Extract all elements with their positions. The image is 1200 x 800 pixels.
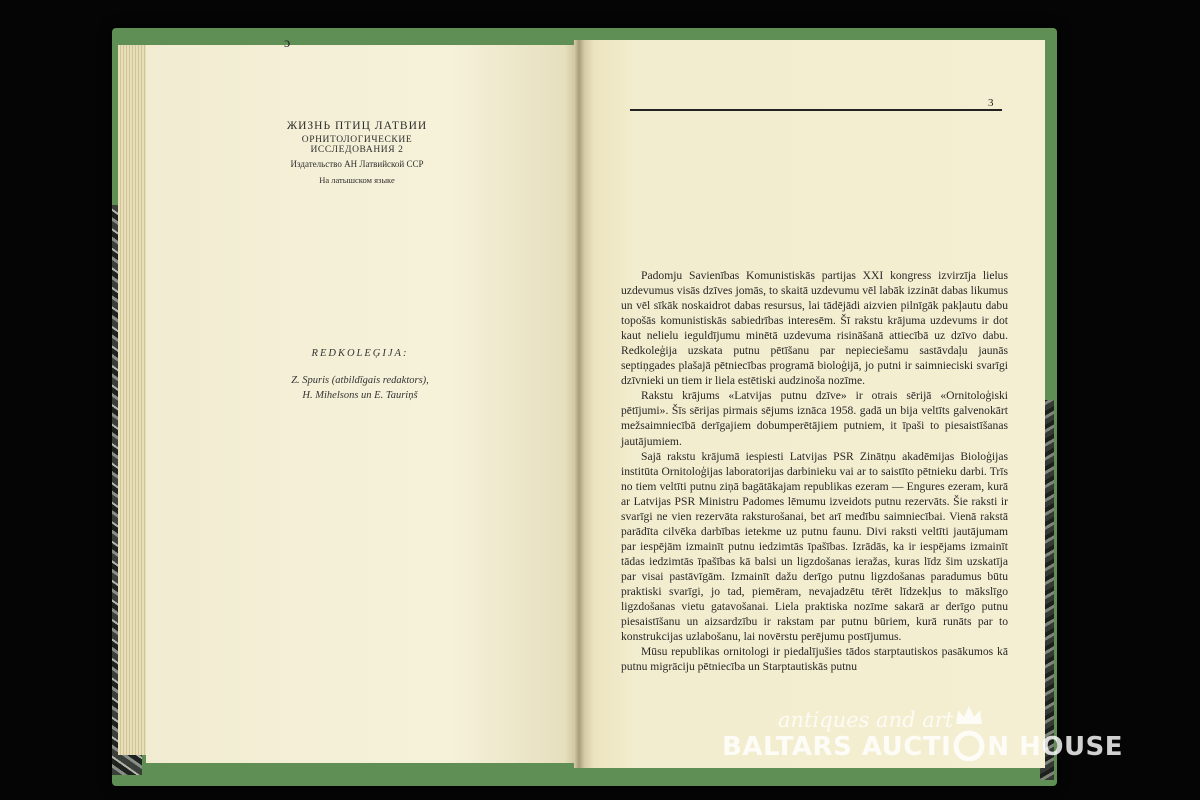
header-rule: [630, 109, 1002, 111]
watermark-brand-part-1: BALTARS AUCTI: [722, 732, 952, 762]
paragraph: Padomju Savienības Komunistiskās partijas XXI kongress izvirzīja lielus uzdevumus visās dzīves jomās, to skaitā uzdevumu vēl labāk izzināt dabas likumus un vēl sīkāk noskaidrot dabas resursus, lai tādējādi aizvien pilnīgāk pakļautu dabu topošās komunistiskās sabiedrības interesēm. Šī rakstu krājuma uzdevums ir dot kaut nelielu ieguldījumu minētā uzdevuma risināšanā attiecībā uz dzīvo dabu. Redkoleģija uzskata putnu pētīšanu par nepieciešamu sastāvdaļu jaunās septiņgades plašajā pētniecības programā bioloģijā, jo putni ir saimnieciski svarīgi dzīvnieki un tiem ir liela estētiski audzinoša nozīme.: [621, 269, 1008, 388]
editorial-board-title: REDKOLEĢIJA:: [311, 348, 409, 359]
watermark-brand-part-2: N HOUSE: [987, 732, 1124, 762]
paragraph: Mūsu republikas ornitologi ir piedalījušies tādos starptautiskos pasākumos kā putnu migrāciju pētniecība un Starptautiskās putnu: [621, 645, 1008, 674]
imprint-language-note: На латышском языке: [319, 175, 395, 185]
book-gutter: [574, 40, 584, 768]
imprint-publisher: Издательство АН Латвийской ССР: [290, 159, 424, 169]
imprint-title: ЖИЗНЬ ПТИЦ ЛАТВИИ: [286, 120, 428, 132]
corner-mark: ɔ: [284, 36, 291, 51]
paragraph: Sajā rakstu krājumā iespiesti Latvijas PSR Zinātņu akadēmijas Bioloģijas institūta Ornitoloģijas laboratorijas darbinieku vai ar to saistīto pētnieku darbi. Trīs no tiem veltīti putnu ziņā bagātākajam republikas ezeram — Engures ezeram, kurā ar Latvijas PSR Ministru Padomes lēmumu izveidots putnu rezervāts. Šie raksti ir svarīgi ne vien rezervāta raksturošanai, bet arī medību saimniecībai. Vienā rakstā parādīta cilvēka darbības ietekme uz putnu faunu. Divi raksti veltīti jautājumam par iespējām izmainīt putnu iedzimtās īpašības. Izrādās, ka ir iespējams izmainīt tādas iedzimtās īpašības kā balsi un ligzdošanas ieražas, kuras līdz šim uzskatīja par visai pastāvīgām. Izmainīt dažu derīgo putnu ligzdošanas paradumus būtu praktiski svarīgi, jo tad, piemēram, nevajadzētu tērēt līdzekļus to mākslīgo ligzdošanas vietu gatavošanai. Liela praktiska nozīme sakarā ar derīgo putnu piesaistīšanu un aizsardzību ir rakstam par putnu būriem, kurā runāts par to konstrukcijas uzlabošanu, lai novērstu perējumu postījumus.: [621, 449, 1008, 644]
watermark-brand: [722, 732, 1123, 762]
editorial-board-line-2: H. Mihelsons un E. Tauriņš: [302, 390, 418, 401]
imprint-series: ОРНИТОЛОГИЧЕСКИЕ ИССЛЕДОВАНИЯ 2: [301, 135, 413, 155]
imprint-block: [262, 120, 452, 185]
editorial-board-line-1: Z. Spuris (atbildīgais redaktors),: [291, 375, 429, 386]
crown-o-icon: [951, 735, 987, 757]
page-edges: [118, 45, 148, 755]
crown-icon: [954, 704, 984, 726]
body-text: [621, 268, 1008, 674]
watermark-tagline: antiques and art: [778, 708, 954, 732]
editorial-board: [262, 348, 458, 403]
paragraph: Rakstu krājums «Latvijas putnu dzīve» ir otrais sērijā «Ornitoloģiski pētījumi». Šīs sērijas pirmais sējums iznāca 1958. gadā un bija veltīts galvenokārt mežsaimniecībā derīgajiem dobumperētājiem putniem, it īpaši to piesaistīšanas jautājumiem.: [621, 389, 1008, 448]
page-number: 3: [988, 97, 994, 109]
